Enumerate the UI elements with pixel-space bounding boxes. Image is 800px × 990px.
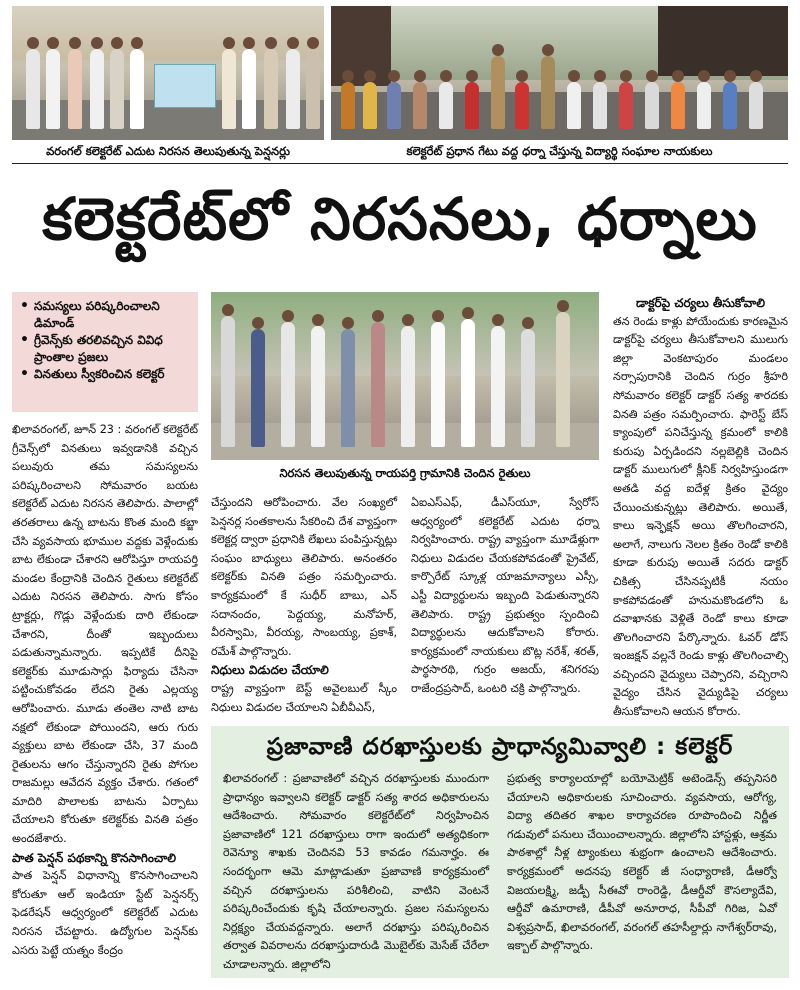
- article-column-4: [613, 294, 788, 722]
- page-headline: కలెక్టరేట్‌లో నిరసనలు, ధర్నాలు: [42, 185, 758, 253]
- column-4-text: తన రెండు కాళ్లు పోయేందుకు కారణమైన డాక్టర్‌పై చర్యలు తీసుకోవాలని ములుగు జిల్లా వెంకటాపురం మండలం నర్సాపురానికి చెందిన గుర్రం శ్రీహరి సోమవారం కలెక్టర్ డాక్టర్ సత్య శారదకు వినతి పత్రం సమర్పించారు. ఫారెస్ట్ బేస్ క్యాంపులో పనిచేస్తున్న క్రమంలో కాలికి కురుపు ఏర్పడిందని నల్లబెల్లికి చెందిన డాక్టర్ ములుగులో క్లీనిక్ నిర్వహిస్తుండగా అతడి వద్ద ఐదేళ్ల క్రితం వైద్యం చేయించుకున్నట్లు తెలిపారు. అయితే, కాలు ఇన్ఫెక్షన్ అయి తొలగించారని, అలాగే, నాలుగు నెలల క్రితం రెండో కాలికి కూడా కురుపు అయితే సదరు డాక్టర్ చికిత్స చేసినప్పటికీ నయం కాకపోవడంతో హనుమకొండలోని ఓ దవాఖానకు వెళ్లితే రెండో కాలు కూడా తొలగించారని పేర్కొన్నారు. ఓవర్ డోస్ ఇంజక్షన్ వల్లనే రెండు కాళ్లు తొలగించాల్సి వచ్చిందని వైద్యులు చెప్పారని, వచ్చిరాని వైద్యం చేసిన వైద్యుడిపై చర్యలు తీసుకోవాలని ఆయన కోరారు.: [613, 314, 788, 719]
- subhead-release-funds: నిధులు విడుదల చేయాలి: [211, 663, 329, 678]
- column-1-tail-text: పాత పెన్షన్ విధానాన్ని కొనసాగించాలని కోరుతూ ఆల్ ఇండియా స్టేట్ పెన్షనర్స్ ఫెడరేషన్ ఆధ్వర్యంలో కలెక్టరేట్ ఎదుట నిరసన చేపట్టారు. ఉద్యోగుల పెన్షన్‌కు ఎసరు పెట్టే యత్నం కేంద్రం: [12, 869, 198, 957]
- prajavani-left-text: ఖిలావరంగల్ : ప్రజావాణిలో వచ్చిన దరఖాస్తులకు ముందుగా ప్రాధాన్యం ఇవ్వాలని కలెక్టర్ డాక్టర్ సత్య శారద అధికారులను ఆదేశించారు. సోమవారం కలెక్టరేట్‌లో నిర్వహించిన ప్రజావాణిలో 121 దరఖాస్తులు రాగా ఇందులో అత్యధికంగా రెవెన్యూ శాఖకు చెందినవి 53 కావడం గమనార్హం. ఈ సందర్భంగా ఆమె మాట్లాడుతూ ప్రజావాణి కార్యక్రమంలో వచ్చిన దరఖాస్తులను పరిశీలించి, వాటిని వెంటనే పరిష్కరించేందుకు కృషి చేయాలన్నారు. ప్రజల సమస్యలను నిర్లక్ష్యం చేయవద్దన్నారు. అలాగే దరఖాస్తు పరిష్కరించిన తర్వాత వివరాలను దరఖాస్తుదారుడి మొబైల్‌కు మెసేజ్ చేరేలా చూడాలన్నారు. జిల్లాలోని: [223, 772, 489, 971]
- prajavani-title: ప్రజావాణి దరఖాస్తులకు ప్రాధాన్యమివ్వాలి : కలెక్టర్: [266, 734, 734, 760]
- photo-caption-pensioners: వరంగల్ కలెక్టరేట్ ఎదుట నిరసన తెలుపుతున్న పెన్షనర్లు: [46, 144, 290, 158]
- highlight-item: • సమస్యలు పరిష్కరించాలని డిమాండ్: [20, 298, 190, 332]
- top-divider: [12, 163, 788, 164]
- photo-student-dharna: [331, 6, 788, 140]
- photo-farmers-protest: [211, 292, 599, 460]
- column-3-text: ఏఐఎస్ఎఫ్, డీఎస్‌యూ, స్వేరోస్ ఆధ్వర్యంలో కలెక్టరేట్ ఎదుట ధర్నా నిర్వహించారు. రాష్ట్ర వ్యాప్తంగా మూడేళ్లుగా నిధులు విడుదల చేయకపోవడంతో ప్రైవేట్, కార్పొరేట్ స్కూళ్ల యాజమాన్యాలు ఎస్సీ, ఎస్టీ విద్యార్థులను ఇబ్బంది పెడుతున్నారని తెలిపారు. రాష్ట్ర ప్రభుత్వం స్పందించి విద్యార్థులను ఆదుకోవాలని కోరారు. కార్యక్రమంలో నాయకులు బొట్ల నరేశ్, శరత్, పార్థసారథి, గుర్రం అజయ్, శనిగరపు రాజేంద్రప్రసాద్, ఒంటరి చక్రి పాల్గొన్నారు.: [411, 496, 599, 695]
- subhead-old-pension: పాత పెన్షన్ పథకాన్ని కొనసాగించాలి: [12, 850, 177, 865]
- photo-caption-farmers: నిరసన తెలుపుతున్న రాయపర్తి గ్రామానికి చెందిన రైతులు: [279, 466, 531, 480]
- photo-caption-student-dharna: కలెక్టరేట్ ప్రధాన గేటు వద్ద ధర్నా చేస్తున్న విద్యార్థి సంఘాల నాయకులు: [406, 144, 713, 158]
- column-2-text: చేస్తుందని ఆరోపించారు. వేల సంఖ్యలో పెన్షనర్ల సంతకాలను సేకరించి దేశ వ్యాప్తంగా కలెక్టర్ల ద్వారా ప్రధానికి లేఖలు పంపిస్తున్నట్లు సంఘం బాధ్యులు తెలిపారు. అనంతరం కలెక్టర్‌కు వినతి పత్రం సమర్పించారు. కార్యక్రమంలో కే సుధీర్ బాబు, ఎన్ సదానందం, పెద్దయ్య, మనోహర్, వీరస్వామి, వీరయ్య, సాంబయ్య, ప్రకాశ్, రమేశ్ పాల్గొన్నారు.: [211, 496, 397, 658]
- photo-pensioners-protest: [12, 6, 324, 140]
- prajavani-box: [211, 726, 789, 978]
- article-column-2: [211, 494, 397, 717]
- highlight-item: • వినతులు స్వీకరించిన కలెక్టర్: [20, 366, 190, 383]
- subhead-doctor-action: డాక్టర్‌పై చర్యలు తీసుకోవాలి: [635, 296, 766, 310]
- column-1-lead-text: ఖిలావరంగల్, జూన్ 23 : వరంగల్ కలెక్టరేట్ గ్రీవెన్స్‌లో వినతులు ఇవ్వడానికి వచ్చిన పలువురు తమ సమస్యలను పరిష్కరించాలని సోమవారం బయట కలెక్టరేట్ ఎదుట నిరసన తెలిపారు. పాలాల్లో తరతరాలు ఉన్న బాటను కొంత మంది కబ్జా చేసి వ్యవసాయ భూముల వద్దకు వెళ్లేందుకు బాట లేకుండా చేశారని ఆరోపిస్తూ రాయపర్తి మండల కేంద్రానికి చెందిన రైతులు కలెక్టరేట్ ఎదుట నిరసన తెలిపారు. సాగు కోసం ట్రాక్టర్లు, గొడ్లు వెళ్లేందుకు దారి లేకుండా చేశారని, దీంతో ఇబ్బందులు పడుతున్నామన్నారు. ఇప్పటికే దీనిపై కలెక్టర్‌కు మూడుసార్లు ఫిర్యాదు చేసినా పట్టించుకోవడం లేదని రైతు ఎల్లయ్య ఆరోపించారు. మూడు తంతెల నాటి బాట నక్షలో లేకుండా పోయిందని, ఆరు గురు వ్యక్తులు బాట లేకుండా చేసి, 37 మంది రైతులను ఆగం చేస్తున్నారని రైతు పోగుల రాజమల్లు ఆవేదన వ్యక్తం చేశారు. గతంలో మాదిరి పొలాలకు బాటను ఏర్పాటు చేయాలని కోరుతూ కలెక్టర్‌కు వినతి పత్రం అందజేశారు.: [12, 423, 198, 846]
- column-2-tail-text: రాష్ట్ర వ్యాప్తంగా బెస్ట్ అవైలబుల్ స్కీం నిధులు విడుదల చేయాలని ఏబీవీఎస్,: [211, 681, 397, 714]
- article-column-3: [411, 494, 599, 699]
- highlights-box: [12, 292, 198, 412]
- prajavani-right-text: ప్రభుత్వ కార్యాలయాల్లో బయోమెట్రిక్ అటెండెన్స్ తప్పనిసరి చేయాలని అధికారులకు సూచించారు. వ్యవసాయ, ఆరోగ్య, విద్యా తదితర శాఖల కార్యాచరణ రూపొందించి నిర్ణీత గడువులో పనులు చేయించాలన్నారు. జిల్లాలోని హాస్టళ్లు, ఆశ్రమ పాఠశాల్లో నీళ్ల ట్యాంకులు శుభ్రంగా ఉంచాలని ఆదేశించారు. కార్యక్రమంలో అదనపు కలెక్టర్ జీ సంధ్యారాణి, డీఆర్వో విజయలక్ష్మి, జడ్పీ సీఈవో రాంరెడ్డి, డీఆర్డీవో కౌసల్యాదేవి, ఆర్డీవో ఉమారాణి, డీపీవో అనూరాధ, సీపీవో గిరిజ, ఏవో విశ్వప్రసాద్, ఖిలావరంగల్, వరంగల్ తహసీల్దార్లు నాగేశ్వర్‌రావు, ఇక్బాల్ పాల్గొన్నారు.: [507, 772, 777, 953]
- highlight-item: • గ్రీవెన్స్‌కు తరలివచ్చిన వివిధ ప్రాంతాల ప్రజలు: [20, 332, 190, 366]
- article-column-1: [12, 421, 198, 960]
